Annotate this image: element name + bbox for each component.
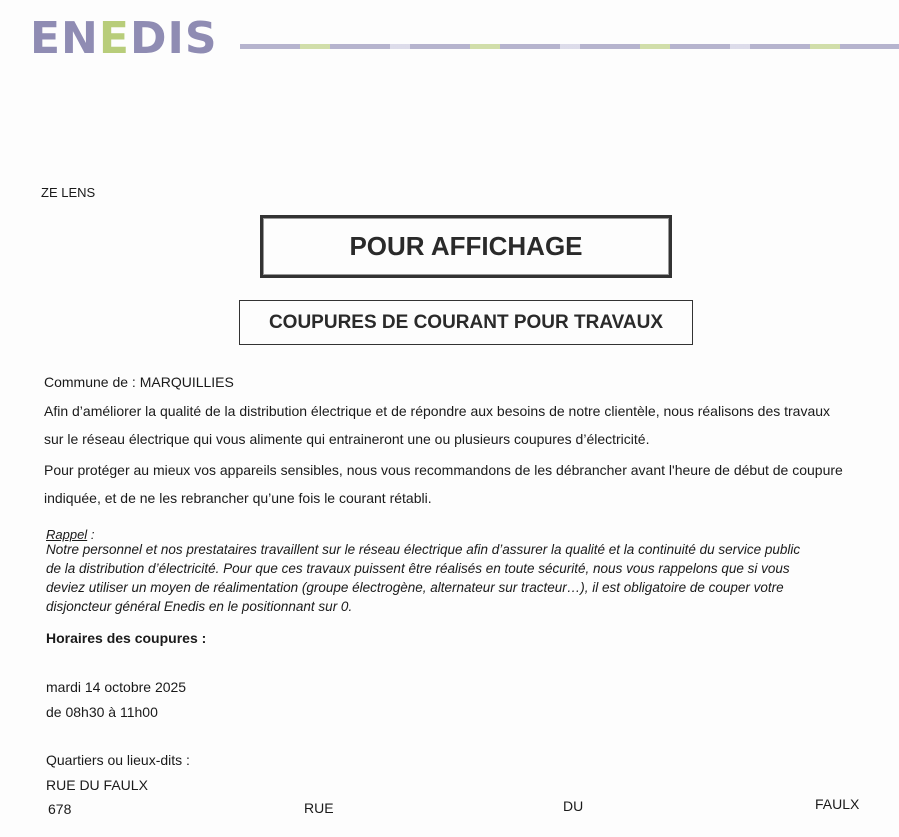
address-word-2: DU: [563, 798, 584, 814]
zone-label: ZE LENS: [41, 185, 96, 200]
subtitle-box: [239, 300, 693, 345]
address-number: 678: [48, 801, 72, 817]
horaires-heading: Horaires des coupures :: [46, 630, 207, 646]
paragraph1-line2: sur le réseau électrique qui vous alimente qui entraineront une ou plusieurs coupures d’électricité.: [44, 431, 650, 447]
page-title: POUR AFFICHAGE: [349, 231, 583, 261]
rappel-heading: [46, 527, 94, 543]
logo-accent: E: [98, 13, 130, 64]
quartiers-label: Quartiers ou lieux-dits :: [46, 752, 190, 768]
rappel-line-3: deviez utiliser un moyen de réalimentation (groupe électrogène, alternateur sur tracteur…), il est obligatoire de couper votre: [46, 580, 784, 595]
logo-part2: DIS: [129, 13, 218, 64]
street-name: RUE DU FAULX: [46, 777, 148, 793]
rappel-line-2: de la distribution d’électricité. Pour que ces travaux puissent être réalisés en toute sécurité, nous vous rappelons que si vous: [46, 561, 790, 576]
header-divider: [240, 44, 899, 49]
paragraph1-line1: Afin d’améliorer la qualité de la distribution électrique et de répondre aux besoins de notre clientèle, nous réalisons des travaux: [44, 403, 831, 419]
address-word-3: FAULX: [815, 796, 860, 812]
title-box: [260, 215, 672, 278]
outage-hours: de 08h30 à 11h00: [46, 704, 158, 720]
logo-part1: EN: [30, 13, 99, 64]
address-word-1: RUE: [304, 800, 334, 816]
rappel-label: Rappel: [46, 527, 88, 542]
page-subtitle: COUPURES DE COURANT POUR TRAVAUX: [268, 311, 664, 333]
paragraph2-line2: indiquée, et de ne les rebrancher qu’une fois le courant rétabli.: [44, 490, 432, 506]
outage-date: mardi 14 octobre 2025: [46, 679, 187, 695]
enedis-logo: [30, 14, 218, 64]
paragraph2-line1: Pour protéger au mieux vos appareils sensibles, nous vous recommandons de les débrancher avant l'heure de début de coupure: [44, 462, 843, 478]
commune-line: Commune de : MARQUILLIES: [44, 374, 234, 390]
rappel-line-4: disjoncteur général Enedis en le positionnant sur 0.: [46, 599, 353, 614]
logo-wordmark: [30, 13, 218, 64]
rappel-line-1: Notre personnel et nos prestataires travaillent sur le réseau électrique afin d’assurer la qualité et la continuité du service public: [46, 542, 801, 557]
rappel-label-suffix: :: [87, 527, 95, 542]
